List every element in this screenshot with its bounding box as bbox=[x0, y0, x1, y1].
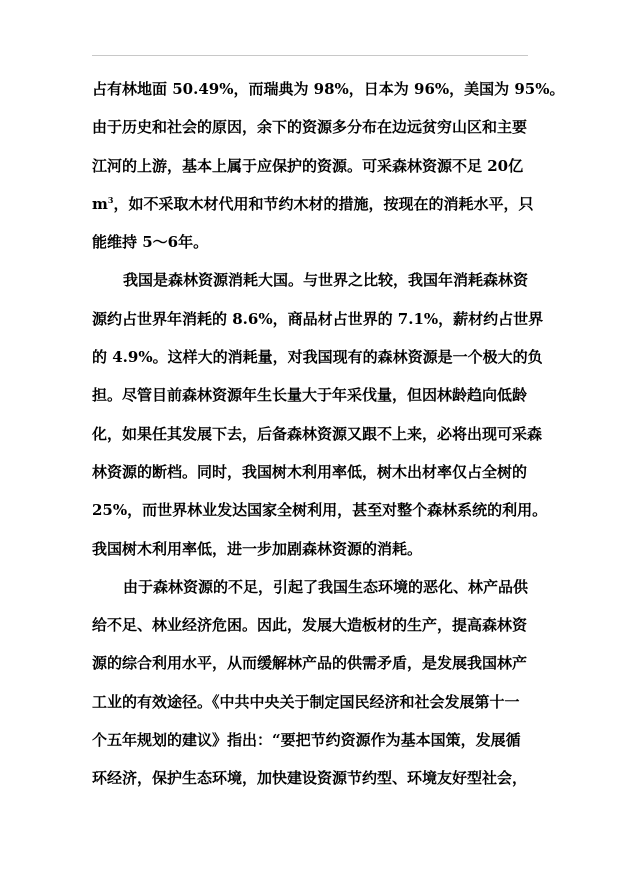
text-line: 我国树木利用率低，进一步加剧森林资源的消耗。 bbox=[92, 539, 423, 558]
text-line: 工业的有效途径。《中共中央关于制定国民经济和社会发展第十一 bbox=[92, 692, 520, 711]
text-line: 由于历史和社会的原因，余下的资源多分布在边远贫穷山区和主要 bbox=[92, 118, 528, 137]
text-line: 江河的上游，基本上属于应保护的资源。可采森林资源不足 20亿 bbox=[92, 156, 524, 175]
text-line: 源的综合利用水平，从而缓解林产品的供需矛盾，是发展我国林产 bbox=[92, 654, 528, 673]
text-line: 担。尽管目前森林资源年生长量大于年采伐量，但因林龄趋向低龄 bbox=[92, 386, 528, 405]
text-line-rest: ，如不采取木材代用和节约木材的措施，按现在的消耗水平，只 bbox=[113, 194, 534, 213]
unit-m: m bbox=[92, 194, 108, 213]
text-line: 占有林地面 50.49%，而瑞典为 98%，日本为 96%，美国为 95%。 bbox=[92, 80, 565, 98]
text-line: 源约占世界年消耗的 8.6%，商品材占世界的 7.1%，薪材约占世界 bbox=[92, 309, 544, 328]
paragraph-start: 我国是森林资源消耗大国。与世界之比较，我国年消耗森林资 bbox=[123, 271, 529, 290]
text-line: 25%，而世界林业发达国家全树利用，甚至对整个森林系统的利用。 bbox=[92, 501, 548, 520]
text-line bbox=[92, 185, 532, 223]
text-line: 的 4.9%。这样大的消耗量，对我国现有的森林资源是一个极大的负 bbox=[92, 348, 543, 367]
text-line: 林资源的断档。同时，我国树木利用率低，树木出材率仅占全树的 bbox=[92, 462, 528, 481]
paragraph-start: 由于森林资源的不足，引起了我国生态环境的恶化、林产品供 bbox=[123, 577, 529, 596]
header-rule bbox=[92, 55, 528, 56]
text-line: 环经济，保护生态环境，加快建设资源节约型、环境友好型社会， bbox=[92, 769, 528, 788]
text-line: 个五年规划的建议》指出：“要把节约资源作为基本国策，发展循 bbox=[92, 731, 521, 750]
document-body bbox=[92, 70, 565, 798]
text-line: 给不足、林业经济危困。因此，发展大造板材的生产，提高森林资 bbox=[92, 616, 528, 635]
text-line: 能维持 5～6年。 bbox=[92, 233, 209, 252]
text-line: 化，如果任其发展下去，后备森林资源又跟不上来，必将出现可采森 bbox=[92, 424, 543, 443]
unit-superscript: 3 bbox=[107, 194, 114, 205]
